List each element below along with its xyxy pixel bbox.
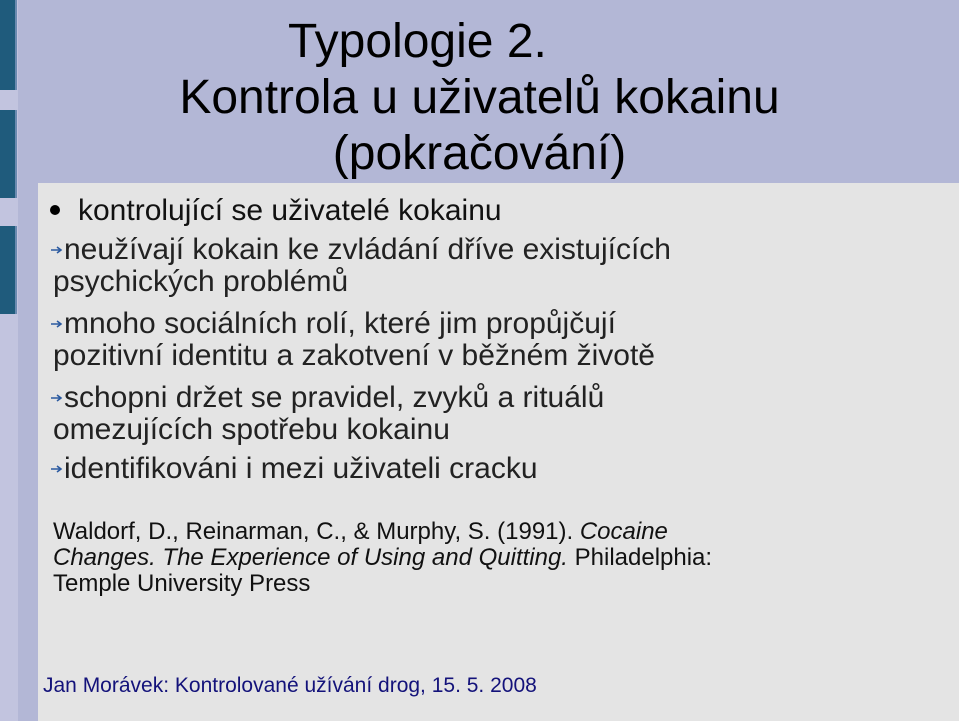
footer-text: Jan Morávek: Kontrolované užívání drog, 15. 5. 2008 xyxy=(43,674,537,697)
reference-authors: Waldorf, D., Reinarman, C., & Murphy, S. (1991). xyxy=(53,518,580,545)
reference-title-part-1: Cocaine xyxy=(579,518,668,545)
title-line-3: (pokračování) xyxy=(332,127,627,180)
title-line-2: Kontrola u uživatelů kokainu xyxy=(179,71,780,124)
arrow-bullet-icon xyxy=(51,464,64,474)
reference-citation xyxy=(53,519,712,597)
sub-bullet-2-line-2: pozitivní identitu a zakotvení v běžném životě xyxy=(53,339,655,372)
sub-bullet-2-line-1: mnoho sociálních rolí, které jim propůjčují xyxy=(64,307,616,340)
sub-bullet-4-line-1: identifikováni i mezi uživateli cracku xyxy=(64,452,538,485)
reference-title-part-2: Changes. The Experience of Using and Quitting. xyxy=(53,544,568,571)
arrow-bullet-icon xyxy=(51,393,64,403)
sub-bullet-3-line-1: schopni držet se pravidel, zvyků a rituálů xyxy=(64,381,605,414)
sub-bullet-1-line-1: neužívají kokain ke zvládání dříve existujících xyxy=(64,233,671,266)
main-bullet-text: kontrolující se uživatelé kokainu xyxy=(78,194,502,227)
arrow-bullet-icon xyxy=(51,319,64,329)
reference-publisher-part-2: Temple University Press xyxy=(53,570,311,597)
accent-bar-segment xyxy=(0,226,17,314)
sub-bullet-3-line-2: omezujících spotřebu kokainu xyxy=(53,413,450,446)
sub-bullet-1-line-2: psychických problémů xyxy=(53,265,349,298)
bullet-dot-icon xyxy=(50,205,60,215)
title-line-1: Typologie 2. xyxy=(288,15,547,68)
arrow-bullet-icon xyxy=(51,245,64,255)
reference-publisher-part-1: Philadelphia: xyxy=(567,544,713,571)
